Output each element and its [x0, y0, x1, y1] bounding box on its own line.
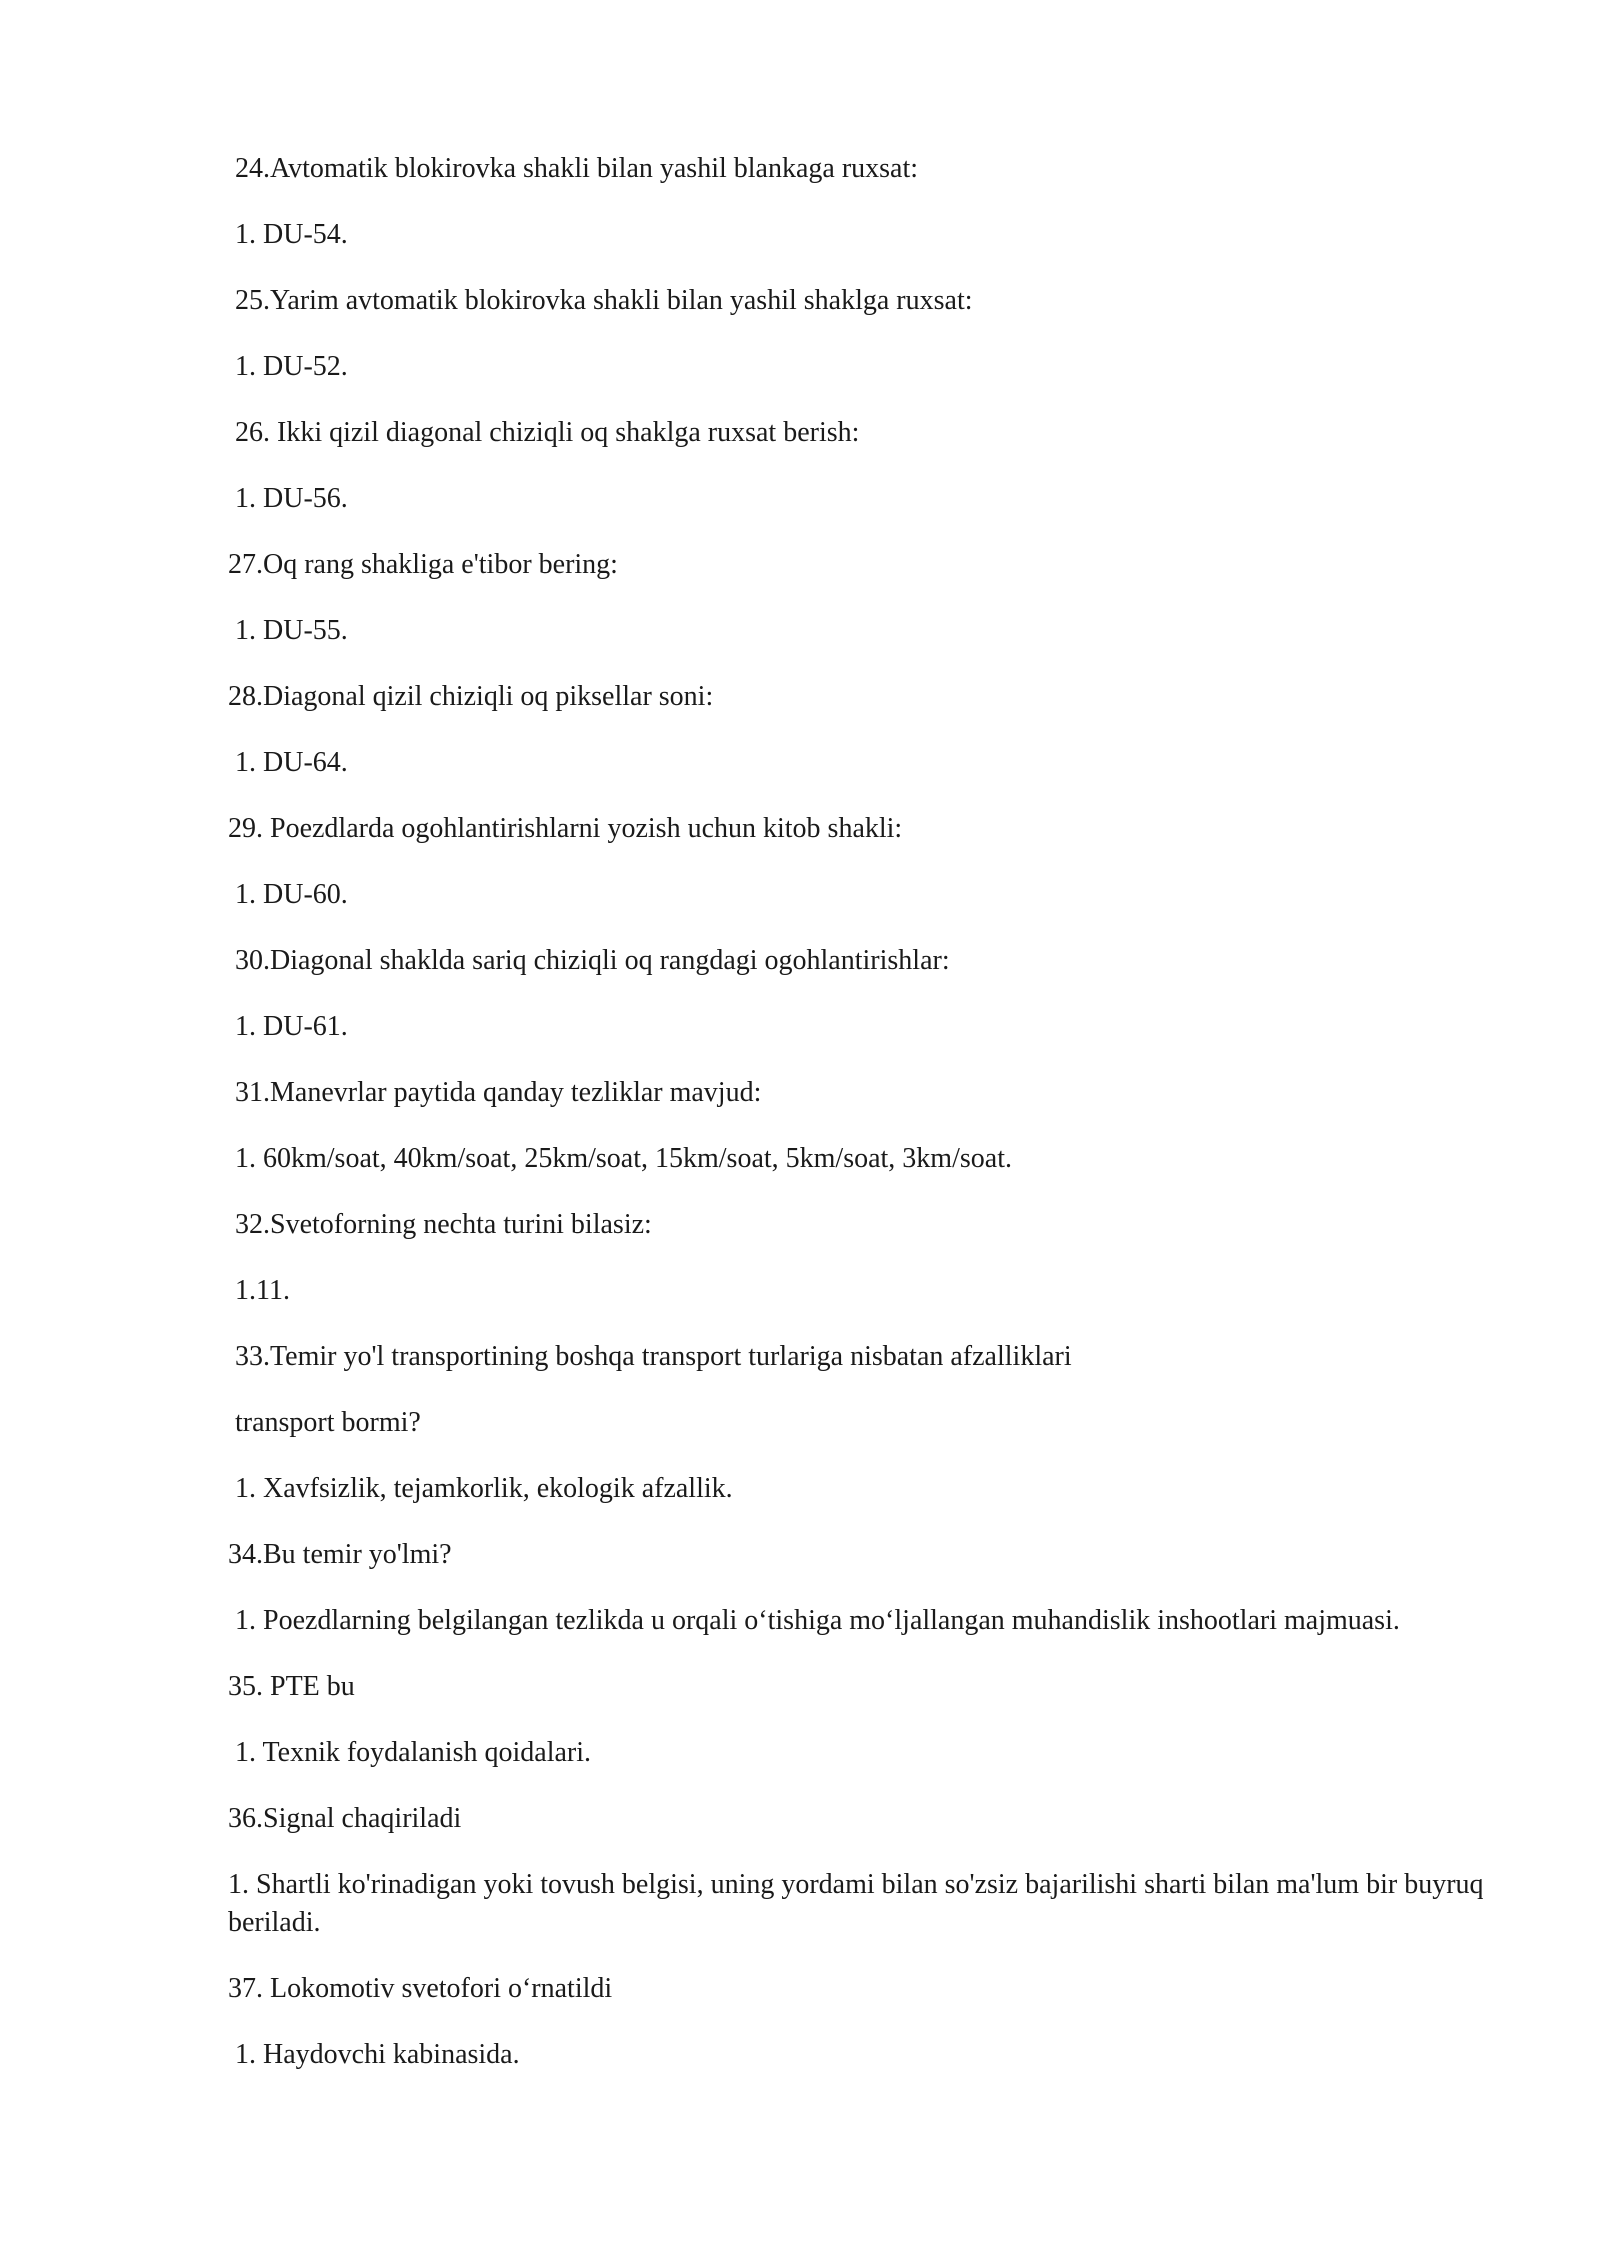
question-30: 30.Diagonal shaklda sariq chiziqli oq rangdagi ogohlantirishlar:	[228, 945, 950, 976]
answer-36: 1. Shartli ko'rinadigan yoki tovush belgisi, uning yordami bilan so'zsiz bajarilishi sharti bilan ma'lum bir buyruq beriladi.	[228, 1869, 1484, 1938]
question-33-continued: transport bormi?	[228, 1407, 421, 1438]
question-24: 24.Avtomatik blokirovka shakli bilan yashil blankaga ruxsat:	[228, 153, 919, 184]
question-32: 32.Svetoforning nechta turini bilasiz:	[228, 1209, 652, 1240]
answer-25: 1. DU-52.	[228, 351, 348, 382]
answer-35: 1. Texnik foydalanish qoidalari.	[228, 1737, 592, 1768]
question-36: 36.Signal chaqiriladi	[228, 1803, 462, 1834]
question-27: 27.Oq rang shakliga e'tibor bering:	[228, 549, 618, 580]
answer-29: 1. DU-60.	[228, 879, 348, 910]
answer-33: 1. Xavfsizlik, tejamkorlik, ekologik afzallik.	[228, 1473, 733, 1504]
question-35: 35. PTE bu	[228, 1671, 355, 1702]
question-34: 34.Bu temir yo'lmi?	[228, 1539, 452, 1570]
document-body	[228, 150, 1488, 2102]
question-28: 28.Diagonal qizil chiziqli oq piksellar soni:	[228, 681, 714, 712]
question-25: 25.Yarim avtomatik blokirovka shakli bilan yashil shaklga ruxsat:	[228, 285, 973, 316]
answer-31: 1. 60km/soat, 40km/soat, 25km/soat, 15km/soat, 5km/soat, 3km/soat.	[228, 1143, 1012, 1174]
answer-30: 1. DU-61.	[228, 1011, 348, 1042]
answer-34: 1. Poezdlarning belgilangan tezlikda u orqali o‘tishiga mo‘ljallangan muhandislik inshootlari majmuasi.	[228, 1605, 1400, 1636]
question-37: 37. Lokomotiv svetofori o‘rnatildi	[228, 1973, 613, 2004]
question-29: 29. Poezdlarda ogohlantirishlarni yozish uchun kitob shakli:	[228, 813, 903, 844]
answer-27: 1. DU-55.	[228, 615, 348, 646]
question-31: 31.Manevrlar paytida qanday tezliklar mavjud:	[228, 1077, 762, 1108]
answer-26: 1. DU-56.	[228, 483, 348, 514]
question-33: 33.Temir yo'l transportining boshqa transport turlariga nisbatan afzalliklari	[228, 1341, 1072, 1372]
question-26: 26. Ikki qizil diagonal chiziqli oq shaklga ruxsat berish:	[228, 417, 860, 448]
answer-37: 1. Haydovchi kabinasida.	[228, 2039, 520, 2070]
answer-28: 1. DU-64.	[228, 747, 348, 778]
answer-32: 1.11.	[228, 1275, 290, 1306]
answer-24: 1. DU-54.	[228, 219, 348, 250]
